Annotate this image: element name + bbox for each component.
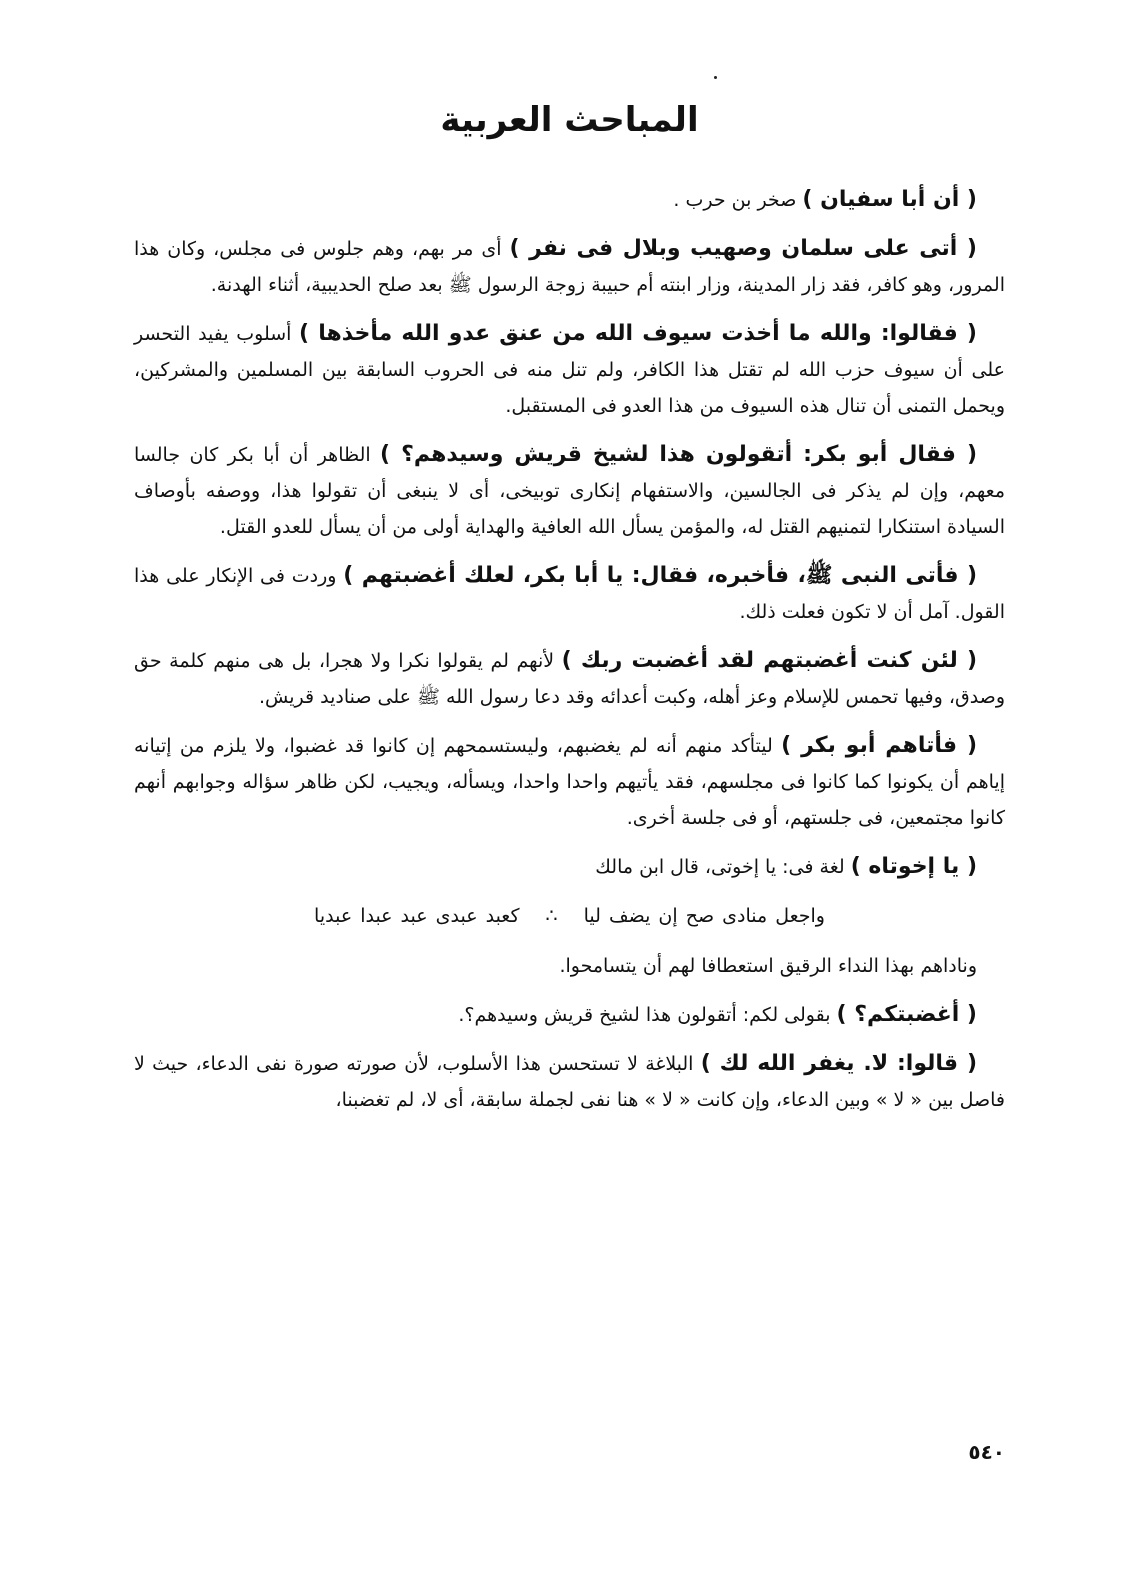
paragraph-text: صخر بن حرب . (673, 189, 803, 211)
paragraph-angered-lord (134, 643, 1005, 715)
paragraph-abu-bakr-came (134, 728, 1005, 836)
paragraph-lead: ( فأتى النبى ﷺ، فأخبره، فقال: يا أبا بكر، لعلك أغضبتهم ) (343, 563, 977, 588)
paragraph-salman-suhayb-bilal (134, 231, 1005, 303)
paragraph-text: لأنهم لم يقولوا نكرا ولا هجرا، بل هى منهم كلمة حق وصدق، وفيها تحمس للإسلام وعز أهله، وكبت أعدائه وقد دعا رسول الله ﷺ على صناديد قريش. (134, 650, 1005, 708)
paragraph-text: البلاغة لا تستحسن هذا الأسلوب، لأن صورته صورة نفى الدعاء، حيث لا فاصل بين « لا » وبين الدعاء، وإن كانت « لا » هنا نفى لجملة سابقة، أى لا، لم تغضبنا، (134, 1053, 1005, 1111)
poetry-verse (134, 898, 1005, 934)
paragraph-lead: ( أتى على سلمان وصهيب وبلال فى نفر ) (509, 236, 977, 261)
paragraph-did-i-anger-you (134, 997, 1005, 1033)
paragraph-text: أسلوب يفيد التحسر على أن سيوف حزب الله لم تقتل هذا الكافر، ولم تنل منه فى الحروب السابقة بين المسلمين والمشركين، ويحمل التمنى أن تنال هذه السيوف من هذا العدو فى المستقبل. (134, 323, 1005, 417)
paragraph-lead: ( يا إخوتاه ) (850, 854, 977, 879)
verse-separator: ∴ (545, 905, 558, 927)
page-title: المباحث العربية (440, 100, 699, 140)
paragraph-text: الظاهر أن أبا بكر كان جالسا معهم، وإن لم يذكر فى الجالسين، والاستفهام إنكارى توبيخى، أى لا ينبغى أن تقولوا هذا، ووصفه بأوصاف السيادة استنكارا لتمنيهم القتل له، والمؤمن يسأل الله العافية والهداية أولى من أن يسأل للعدو القتل. (134, 444, 1005, 538)
body-text-top (134, 182, 1005, 1131)
verse-second-half: كعبد عبدى عبد عبدا عبديا (314, 905, 520, 927)
paragraph-text: بقولى لكم: أتقولون هذا لشيخ قريش وسيدهم؟. (458, 1004, 837, 1026)
page-number: ٥٤٠ (968, 1440, 1005, 1464)
paragraph-text: وردت فى الإنكار على هذا القول. آمل أن لا تكون فعلت ذلك. (134, 565, 1005, 623)
paragraph-text: ليتأكد منهم أنه لم يغضبهم، وليستسمحهم إن كانوا قد غضبوا، ولا يلزم من إتيانه إياهم أن يكونوا كما كانوا فى مجلسهم، فقد يأتيهم واحدا واحدا، ويسأله، ويجيب، لكن ظاهر سؤاله وجوابهم أنهم كانوا مجتمعين، فى جلستهم، أو فى جلسة أخرى. (134, 735, 1005, 829)
ink-dot (714, 76, 717, 79)
paragraph-abu-sufyan (134, 182, 1005, 218)
verse-first-half: واجعل منادى صح إن يضف ليا (583, 905, 825, 927)
paragraph-prophet-response (134, 558, 1005, 630)
paragraph-abu-bakr-question (134, 437, 1005, 545)
paragraph-lead: ( أن أبا سفيان ) (802, 187, 977, 212)
paragraph-lead: ( أغضبتكم؟ ) (836, 1002, 977, 1027)
paragraph-text: لغة فى: يا إخوتى، قال ابن مالك (595, 856, 851, 878)
paragraph-text: وناداهم بهذا النداء الرقيق استعطافا لهم أن يتسامحوا. (559, 955, 977, 977)
paragraph-swords-of-allah (134, 316, 1005, 424)
paragraph-lead: ( فقالوا: والله ما أخذت سيوف الله من عنق عدو الله مأخذها ) (299, 321, 977, 346)
paragraph-lead: ( فأتاهم أبو بكر ) (781, 733, 977, 758)
paragraph-ya-ikhwatah (134, 849, 1005, 885)
paragraph-after-verse (134, 948, 1005, 984)
paragraph-text: أى مر بهم، وهم جلوس فى مجلس، وكان هذا المرور، وهو كافر، فقد زار المدينة، وزار ابنته أم حبيبة زوجة الرسول ﷺ بعد صلح الحديبية، أثناء الهدنة. (134, 238, 1005, 296)
paragraph-may-allah-forgive (134, 1046, 1005, 1118)
paragraph-lead: ( قالوا: لا. يغفر الله لك ) (700, 1051, 977, 1076)
paragraph-lead: ( لئن كنت أغضبتهم لقد أغضبت ربك ) (561, 648, 978, 673)
paragraph-lead: ( فقال أبو بكر: أتقولون هذا لشيخ قريش وسيدهم؟ ) (380, 442, 977, 467)
